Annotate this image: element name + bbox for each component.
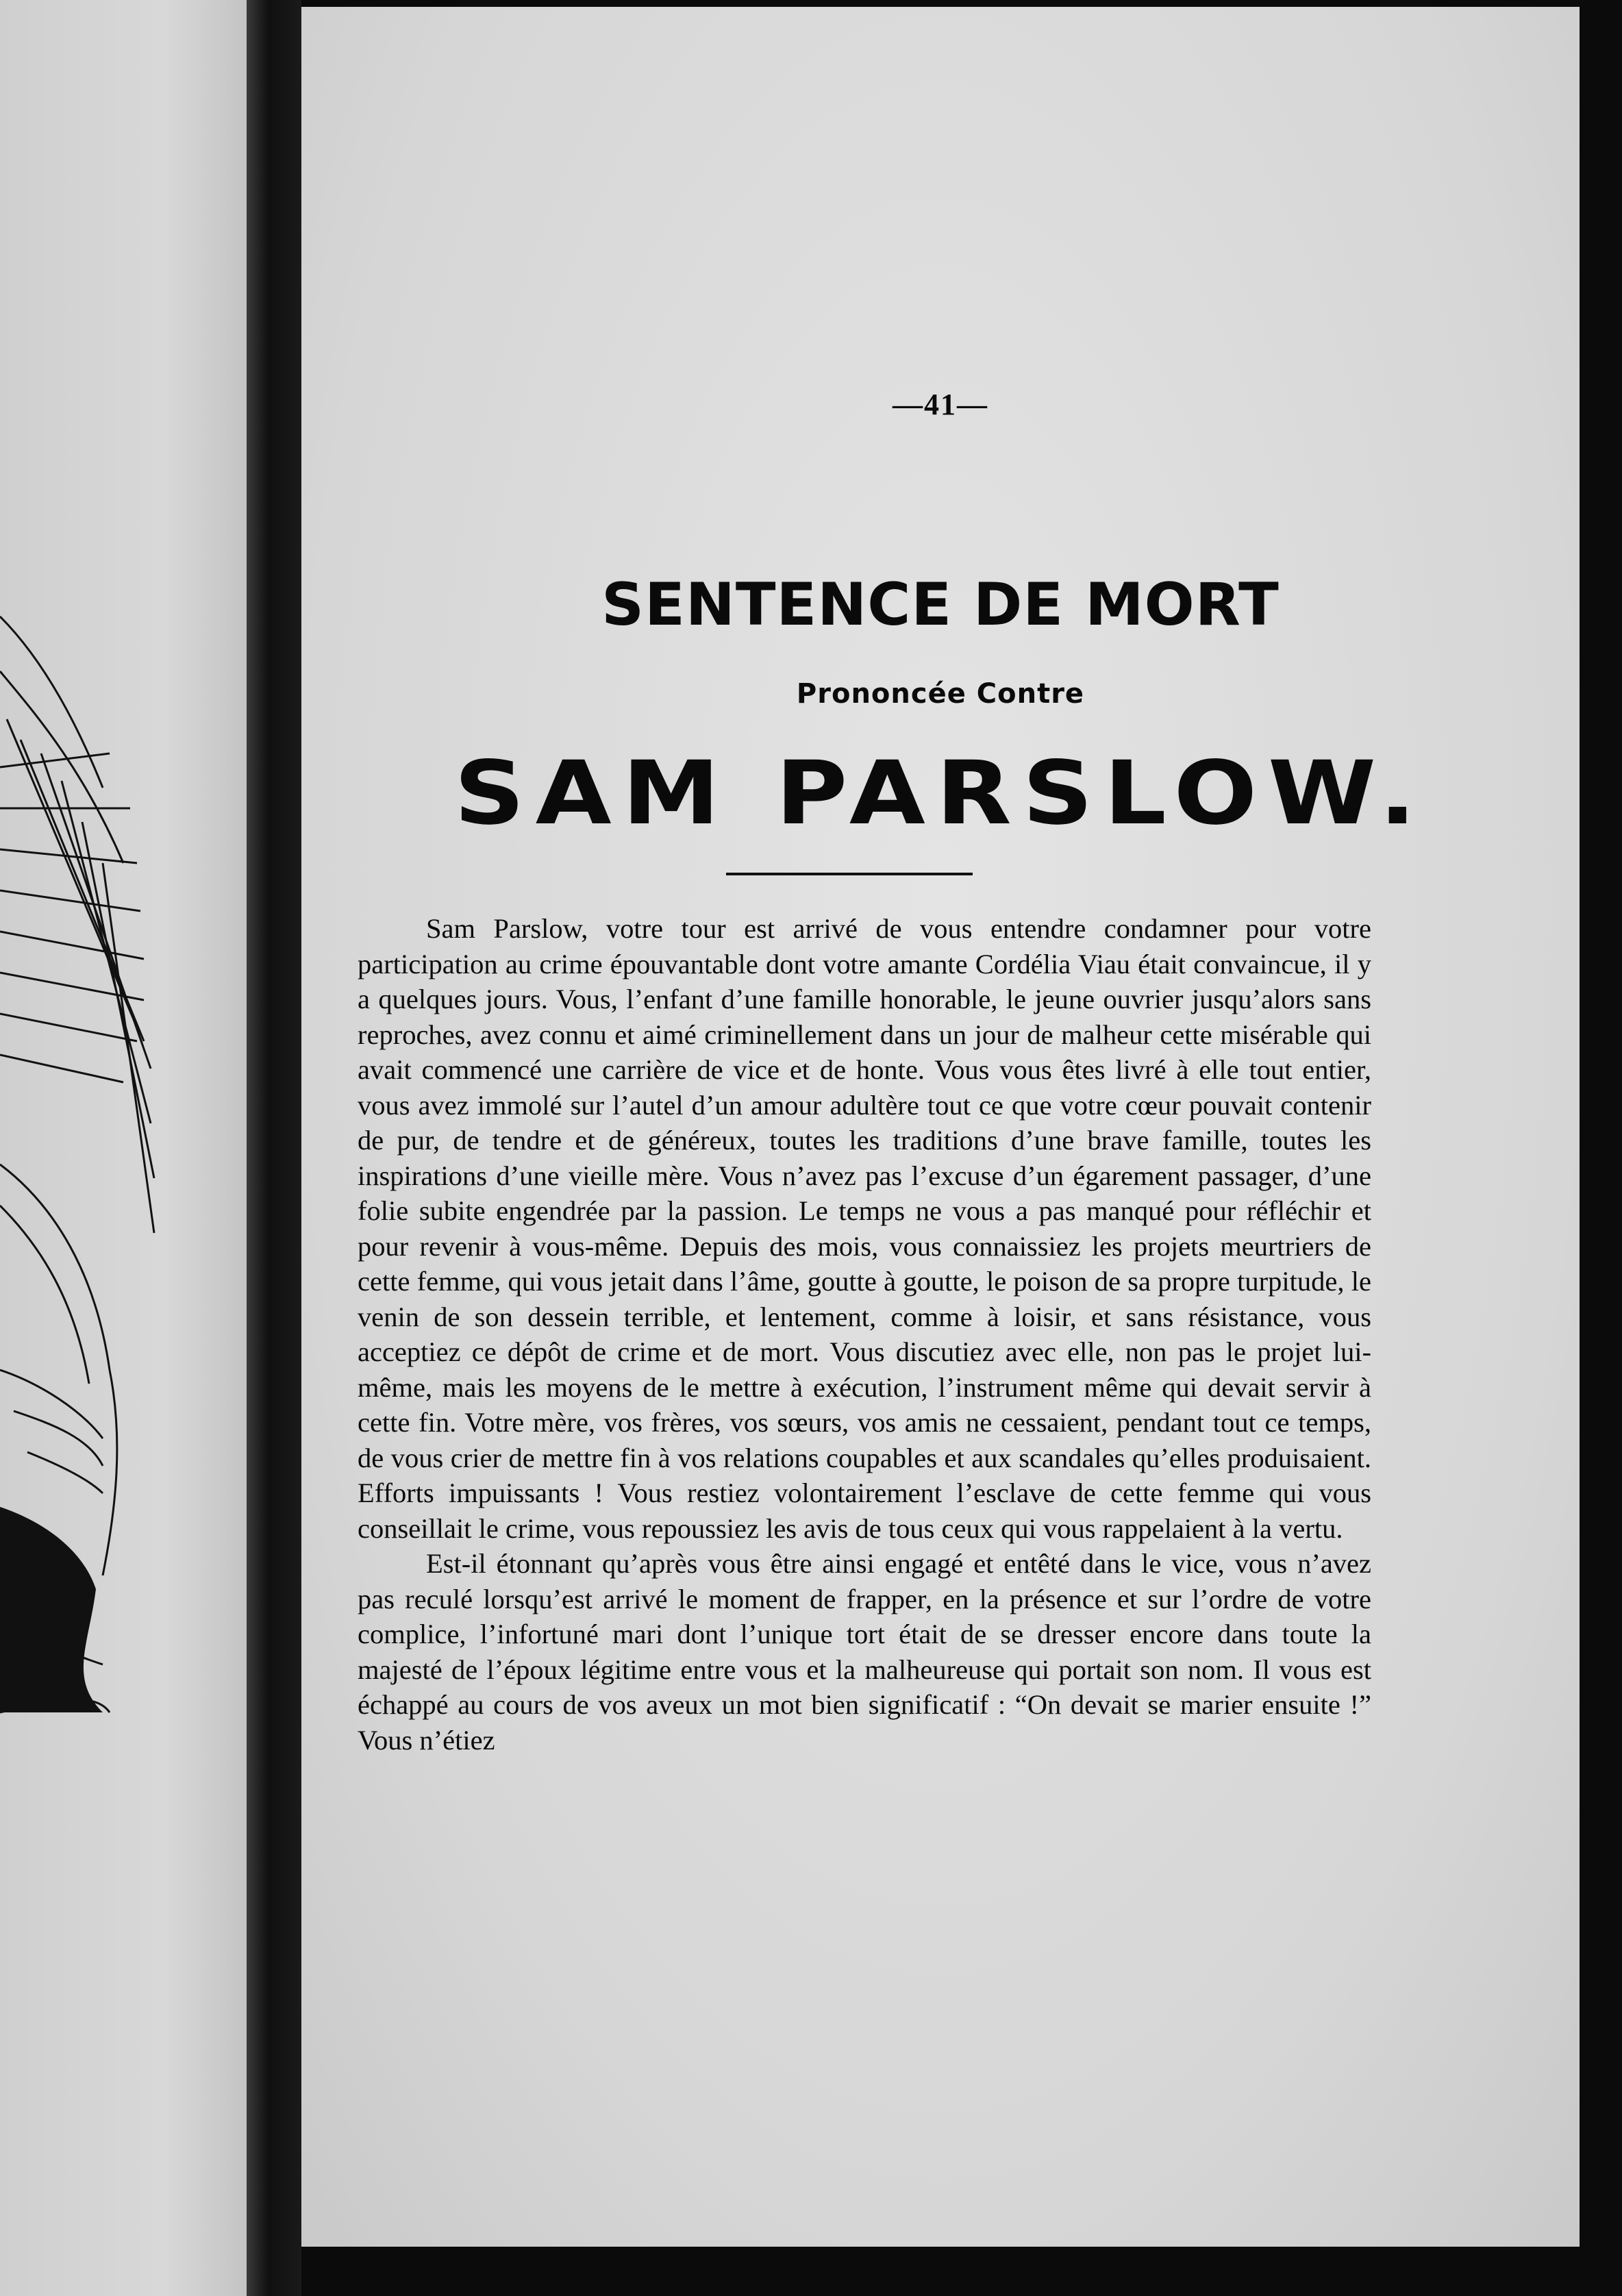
divider-rule (726, 873, 973, 875)
book-page (301, 7, 1580, 2247)
page-subtitle: Prononcée Contre (796, 678, 1085, 710)
paragraph: Est-il étonnant qu’après vous être ainsi engagé et entêté dans le vice, vous n’avez pas reculé lorsqu’est arrivé le moment de frapper, en la présence et sur l’ordre de votre complice, l’infortuné mari dont l’unique tort était de se dresser encore dans toute la majesté de l’époux légitime entre vous et la malheureuse qui portait son nom. Il vous est échappé au cours de vos aveux un mot bien significatif : “On devait se marier ensuite !” Vous n’étiez (358, 1548, 1371, 1756)
body-text (358, 911, 1371, 1758)
page-title: SENTENCE DE MORT (601, 571, 1280, 639)
engraving-fragment (0, 0, 274, 2296)
facing-page-illustration (0, 0, 274, 2296)
defendant-name: SAM PARSLOW. (453, 743, 1427, 845)
paragraph: Sam Parslow, votre tour est arrivé de vous entendre condamner pour votre participation au crime épouvantable dont votre amante Cordélia Viau était convaincue, il y a quelques jours. Vous, l’enfant d’une famille honorable, le jeune ouvrier jusqu’alors sans reproches, avez connu et aimé criminellement dans un jour de malheur cette misérable qui avait commencé une carrière de vice et de honte. Vous vous êtes livré à elle tout entier, vous avez immolé sur l’autel d’un amour adultère tout ce que votre cœur pouvait contenir de pur, de tendre et de généreux, toutes les traditions d’une brave famille, toutes les inspirations d’une vieille mère. Vous n’avez pas l’excuse d’un égarement passager, d’une folie subite engendrée par la passion. Le temps ne vous a pas manqué pour réfléchir et pour revenir à vous-même. Depuis des mois, vous connaissiez les projets meurtriers de cette femme, qui vous jetait dans l’âme, goutte à goutte, le poison de sa propre turpitude, le venin de son dessein terrible, et lentement, comme à loisir, et sans résistance, vous acceptiez ce dépôt de crime et de mort. Vous discutiez avec elle, non pas le projet lui-même, mais les moyens de le mettre à exécution, l’instrument même qui devait servir à cette fin. Votre mère, vos frères, vos sœurs, vos amis ne cessaient, pendant tout ce temps, de vous crier de mettre fin à vos relations coupables et aux scandales qu’elles produisaient. Efforts impuissants ! Vous restiez volontairement l’esclave de cette femme qui vous conseillait le crime, vous repoussiez les avis de tous ceux qui vous rappelaient à la vertu. (358, 913, 1371, 1544)
page-number: —41— (893, 388, 988, 421)
book-gutter (247, 0, 301, 2296)
